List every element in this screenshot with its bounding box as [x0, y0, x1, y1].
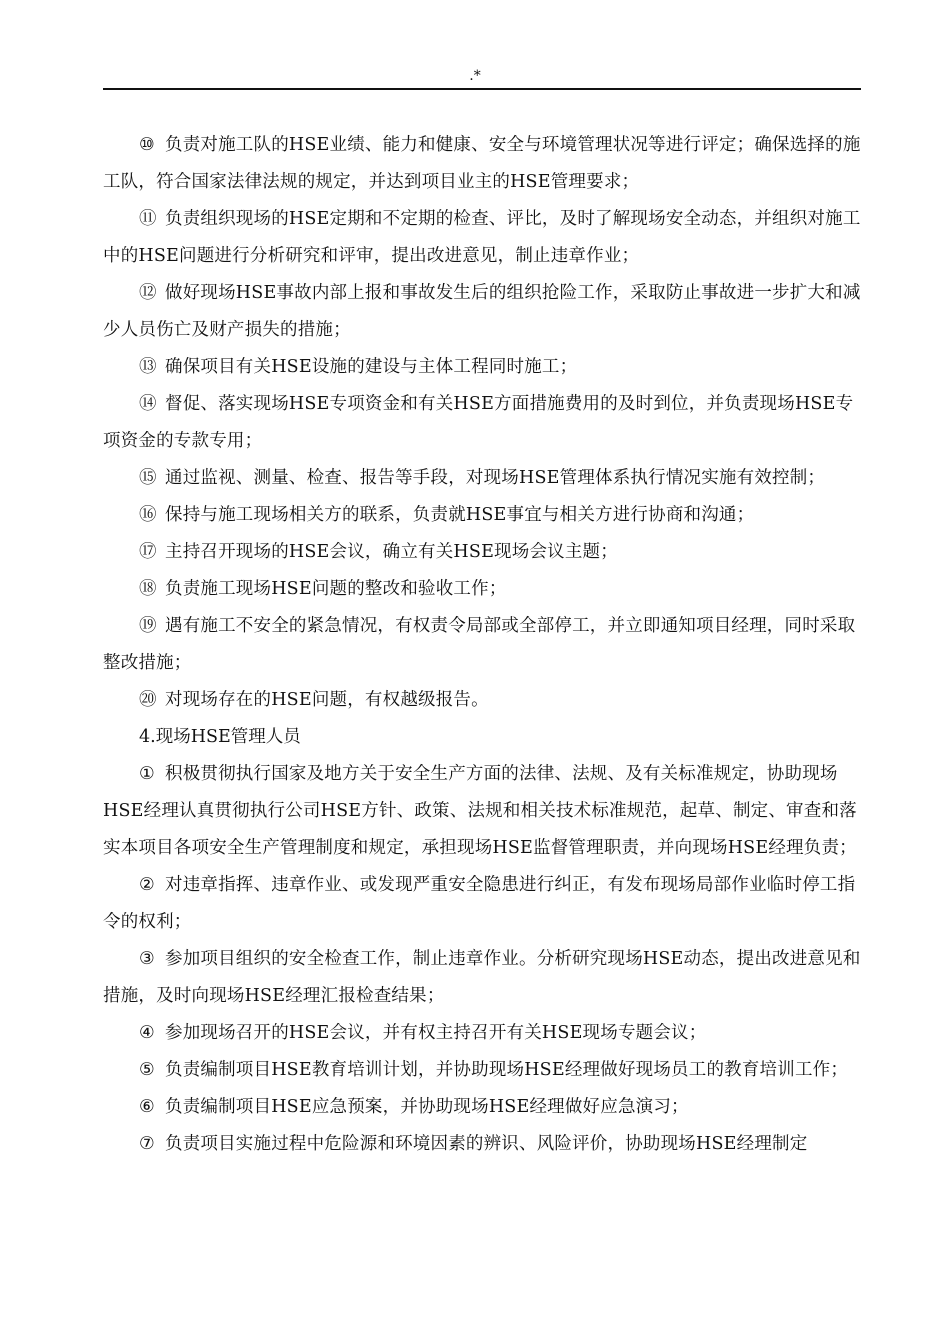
- list-item: [103, 349, 861, 386]
- item-text: 积极贯彻执行国家及地方关于安全生产方面的法律、法规、及有关标准规定，协助现场HSE经理认真贯彻执行公司HSE方针、政策、法规和相关技术标准规范，起草、制定、审查和落实本项目各项安全生产管理制度和规定，承担现场HSE监督管理职责，并向现场HSE经理负责；: [103, 764, 857, 858]
- item-number: ⑭: [139, 394, 157, 414]
- list-item: [103, 571, 861, 608]
- item-text: 参加现场召开的HSE会议，并有权主持召开有关HSE现场专题会议；: [165, 1023, 707, 1043]
- item-number: ⑬: [139, 357, 157, 377]
- item-number: ③: [139, 949, 155, 969]
- item-number: ⑪: [139, 209, 157, 229]
- item-text: 通过监视、测量、检查、报告等手段，对现场HSE管理体系执行情况实施有效控制；: [165, 468, 826, 488]
- item-number: ⑩: [139, 135, 155, 155]
- list-item: [103, 460, 861, 497]
- list-item: [103, 1126, 861, 1163]
- item-text: 督促、落实现场HSE专项资金和有关HSE方面措施费用的及时到位，并负责现场HSE专项资金的专款专用；: [103, 394, 854, 451]
- document-body: [103, 127, 861, 1163]
- item-number: ⑱: [139, 579, 157, 599]
- list-item: [103, 1089, 861, 1126]
- page-header-mark: .*: [469, 68, 481, 84]
- item-text: 负责编制项目HSE应急预案，并协助现场HSE经理做好应急演习；: [165, 1097, 689, 1117]
- list-item: [103, 1052, 861, 1089]
- item-number: ④: [139, 1023, 155, 1043]
- list-item: [103, 386, 861, 460]
- item-number: ⑤: [139, 1060, 155, 1080]
- item-number: ⑳: [139, 690, 157, 710]
- item-text: 负责编制项目HSE教育培训计划，并协助现场HSE经理做好现场员工的教育培训工作；: [165, 1060, 849, 1080]
- item-text: 主持召开现场的HSE会议，确立有关HSE现场会议主题；: [165, 542, 618, 562]
- item-text: 对现场存在的HSE问题，有权越级报告。: [165, 690, 489, 710]
- item-number: ①: [139, 764, 155, 784]
- item-text: 确保项目有关HSE设施的建设与主体工程同时施工；: [165, 357, 578, 377]
- list-item: [103, 941, 861, 1015]
- list-item: [103, 608, 861, 682]
- list-item: [103, 534, 861, 571]
- item-text: 做好现场HSE事故内部上报和事故发生后的组织抢险工作，采取防止事故进一步扩大和减少人员伤亡及财产损失的措施；: [103, 283, 861, 340]
- section-heading: 4.现场HSE管理人员: [139, 727, 301, 747]
- list-item: [103, 275, 861, 349]
- item-number: ②: [139, 875, 155, 895]
- item-number: ⑫: [139, 283, 157, 303]
- list-item: [103, 756, 861, 867]
- item-number: ⑰: [139, 542, 157, 562]
- list-item: [103, 867, 861, 941]
- header-rule: [103, 88, 861, 90]
- item-text: 保持与施工现场相关方的联系，负责就HSE事宜与相关方进行协商和沟通；: [165, 505, 755, 525]
- list-item: [103, 201, 861, 275]
- item-number: ⑥: [139, 1097, 155, 1117]
- item-text: 遇有施工不安全的紧急情况，有权责令局部或全部停工，并立即通知项目经理，同时采取整改措施；: [103, 616, 856, 673]
- list-item: [103, 1015, 861, 1052]
- item-text: 负责组织现场的HSE定期和不定期的检查、评比，及时了解现场安全动态，并组织对施工中的HSE问题进行分析研究和评审，提出改进意见，制止违章作业；: [103, 209, 861, 266]
- item-text: 对违章指挥、违章作业、或发现严重安全隐患进行纠正，有发布现场局部作业临时停工指令的权利；: [103, 875, 856, 932]
- item-number: ⑯: [139, 505, 157, 525]
- item-text: 负责施工现场HSE问题的整改和验收工作；: [165, 579, 507, 599]
- item-text: 负责对施工队的HSE业绩、能力和健康、安全与环境管理状况等进行评定；确保选择的施工队，符合国家法律法规的规定，并达到项目业主的HSE管理要求；: [103, 135, 861, 192]
- item-number: ⑦: [139, 1134, 155, 1154]
- list-item: [103, 497, 861, 534]
- item-text: 负责项目实施过程中危险源和环境因素的辨识、风险评价，协助现场HSE经理制定: [165, 1134, 808, 1154]
- item-text: 参加项目组织的安全检查工作，制止违章作业。分析研究现场HSE动态，提出改进意见和措施，及时向现场HSE经理汇报检查结果；: [103, 949, 861, 1006]
- list-item: [103, 127, 861, 201]
- item-number: ⑲: [139, 616, 157, 636]
- list-item: [103, 682, 861, 719]
- item-number: ⑮: [139, 468, 157, 488]
